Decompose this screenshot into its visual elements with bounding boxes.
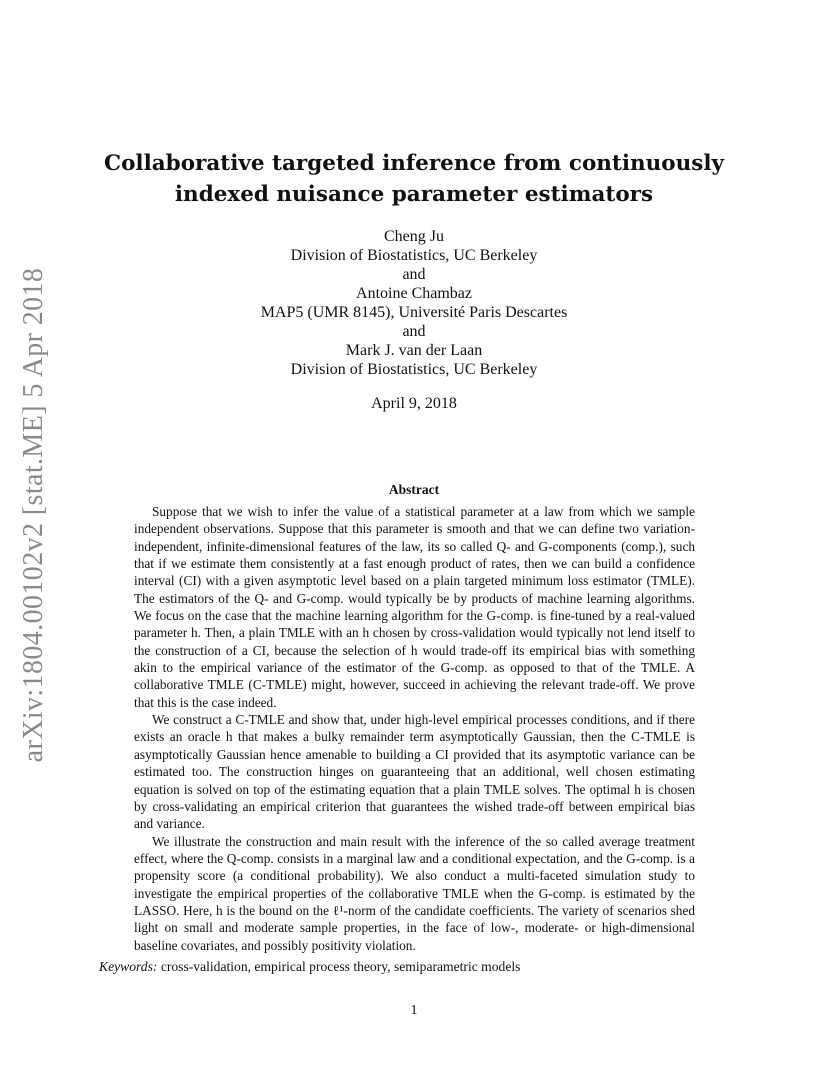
keywords-text: cross-validation, empirical process theory, semiparametric models [160,959,521,974]
paper-date: April 9, 2018 [371,395,457,412]
keywords-label: Keywords: [99,959,158,974]
keywords-line [99,958,739,975]
abstract-body [134,503,695,954]
paper-title [80,148,748,210]
title-line-1: Collaborative targeted inference from continuously [103,151,725,176]
author-name: Cheng Ju [384,228,444,245]
author-separator: and [402,266,426,283]
arxiv-sidebar-stamp: arXiv:1804.00102v2 [stat.ME] 5 Apr 2018 [18,267,49,763]
abstract-heading: Abstract [388,482,440,497]
author-block [0,227,828,379]
abstract-paragraph: We construct a C-TMLE and show that, under high-level empirical processes conditions, and if there exists an oracle h that makes a bulky remainder term asymptotically Gaussian, then the C-TMLE is asymptotically Gaussian hence amenable to building a CI provided that its asymptotic variance can be estimated too. The construction hinges on guaranteeing that an additional, well chosen estimating equation is solved on top of the estimating equation that a plain TMLE solves. The optimal h is chosen by cross-validating an empirical criterion that guarantees the wished trade-off between empirical bias and variance. [134,712,695,832]
title-line-2: indexed nuisance parameter estimators [174,182,654,207]
author-name: Mark J. van der Laan [345,342,483,359]
author-affiliation: Division of Biostatistics, UC Berkeley [290,361,538,378]
author-separator: and [402,323,426,340]
author-name: Antoine Chambaz [356,285,472,302]
abstract-paragraph: We illustrate the construction and main result with the inference of the so called average treatment effect, where the Q-comp. consists in a marginal law and a conditional expectation, and the G-comp. is a propensity score (a conditional probability). We also conduct a multi-faceted simulation study to investigate the empirical properties of the collaborative TMLE when the G-comp. is estimated by the LASSO. Here, h is the bound on the ℓ¹-norm of the candidate coefficients. The variety of scenarios shed light on small and moderate sample properties, in the face of low-, moderate- or high-dimensional baseline covariates, and possibly positivity violation. [134,833,695,953]
author-affiliation: Division of Biostatistics, UC Berkeley [290,247,538,264]
page-number: 1 [410,1003,418,1018]
author-affiliation: MAP5 (UMR 8145), Université Paris Descartes [260,304,568,321]
abstract-paragraph: Suppose that we wish to infer the value of a statistical parameter at a law from which we sample independent observations. Suppose that this parameter is smooth and that we can define two variation-independent, infinite-dimensional features of the law, its so called Q- and G-components (comp.), such that if we estimate them consistently at a fast enough product of rates, then we can build a confidence interval (CI) with a given asymptotic level based on a plain targeted minimum loss estimator (TMLE). The estimators of the Q- and G-comp. would typically be by products of machine learning algorithms. We focus on the case that the machine learning algorithm for the G-comp. is fine-tuned by a real-valued parameter h. Then, a plain TMLE with an h chosen by cross-validation would typically not lend itself to the construction of a CI, because the selection of h would trade-off its empirical bias with something akin to the empirical variance of the estimator of the G-comp. as opposed to that of the TMLE. A collaborative TMLE (C-TMLE) might, however, succeed in achieving the relevant trade-off. We prove that this is the case indeed. [134,504,695,710]
